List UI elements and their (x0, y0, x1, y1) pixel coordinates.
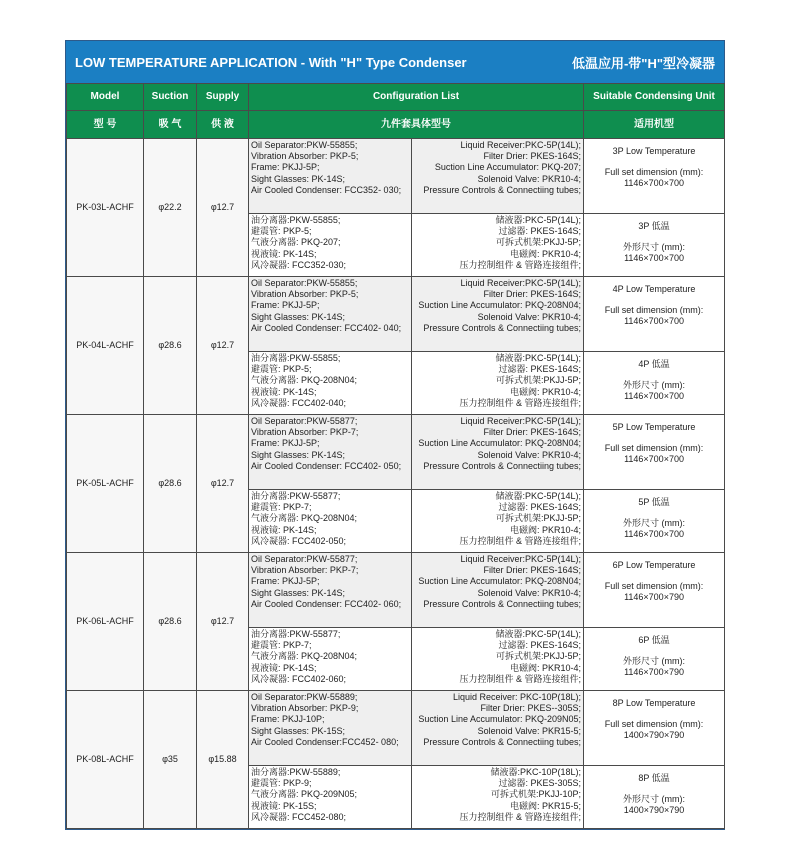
unit-english (584, 277, 725, 352)
model-cell: PK-05L-ACHF (67, 415, 144, 553)
config-english-left (249, 277, 412, 352)
config-line: Sight Glasses: PK-14S; (251, 449, 346, 460)
config-line: 视液镜: PK-14S; (251, 524, 317, 535)
unit-english (584, 691, 725, 766)
unit-title-cn: 4P 低温 (638, 359, 670, 369)
config-line: Air Cooled Condenser: FCC352- 030; (251, 184, 402, 195)
col-header-unit-cn: 适用机型 (584, 111, 725, 139)
unit-chinese (584, 628, 725, 691)
config-line: Vibration Absorber: PKP-7; (251, 565, 359, 576)
unit-title: 5P Low Temperature (612, 422, 696, 432)
config-line: Pressure Controls & Connectiing tubes; (423, 598, 582, 609)
unit-title: 4P Low Temperature (612, 284, 696, 294)
config-line: 避震管: PKP-5; (251, 364, 312, 375)
unit-chinese (584, 490, 725, 553)
config-line: Liquid Receiver:PKC-5P(14L); (460, 416, 582, 426)
unit-title-cn: 3P 低温 (638, 221, 670, 231)
title-bar (66, 41, 724, 83)
header-row-chinese (67, 111, 725, 139)
unit-dimension-value-cn: 1146×700×790 (624, 667, 684, 678)
config-line: 压力控制组件 & 管路连接组件; (459, 811, 582, 822)
config-line: Filter Drier: PKES-164S; (483, 565, 582, 576)
config-line: 视液镜: PK-14S; (251, 662, 317, 673)
unit-english (584, 415, 725, 490)
title-chinese: 低温应用-带"H"型冷凝器 (571, 55, 715, 71)
config-line: Solenoid Valve: PKR10-4; (477, 449, 582, 460)
config-line: 风冷凝器: FCC352-030; (251, 259, 347, 270)
config-line: 气液分离器: PKQ-208N04; (251, 375, 358, 386)
config-chinese-left (249, 766, 412, 829)
config-line: 避震管: PKP-7; (251, 502, 312, 513)
config-chinese-right (412, 490, 584, 553)
config-line: Sight Glasses: PK-14S; (251, 311, 346, 322)
config-line: 避震管: PKP-9; (251, 778, 312, 789)
config-english-left (249, 139, 412, 214)
config-line: Solenoid Valve: PKR10-4; (477, 173, 582, 184)
config-line: 避震管: PKP-5; (251, 226, 312, 237)
unit-dimension-value-cn: 1146×700×700 (624, 529, 684, 540)
supply-cell: φ12.7 (197, 415, 249, 553)
unit-chinese (584, 766, 725, 829)
config-line: 储液器:PKC-10P(18L); (490, 767, 582, 777)
config-line: 储液器:PKC-5P(14L); (495, 491, 582, 501)
config-english-left (249, 691, 412, 766)
config-line: 储液器:PKC-5P(14L); (495, 215, 582, 225)
config-chinese-left (249, 214, 412, 277)
config-line: Vibration Absorber: PKP-9; (251, 703, 359, 714)
config-line: 视液镜: PK-15S; (251, 800, 317, 811)
config-english-left (249, 415, 412, 490)
unit-dimension-label: Full set dimension (mm): (604, 443, 704, 454)
config-chinese-right (412, 214, 584, 277)
model-cell: PK-04L-ACHF (67, 277, 144, 415)
config-line: Solenoid Valve: PKR10-4; (477, 311, 582, 322)
config-english-right (412, 415, 584, 490)
config-line: 压力控制组件 & 管路连接组件; (459, 259, 582, 270)
unit-chinese (584, 214, 725, 277)
supply-cell: φ12.7 (197, 139, 249, 277)
config-line: 气液分离器: PKQ-208N04; (251, 651, 358, 662)
suction-cell: φ35 (144, 691, 197, 829)
unit-dimension-label-cn: 外形尺寸 (mm): (623, 794, 686, 805)
config-line: 过滤器: PKES-164S; (498, 226, 582, 237)
unit-title-cn: 8P 低温 (638, 773, 670, 783)
config-line: 视液镜: PK-14S; (251, 386, 317, 397)
table-row (67, 139, 725, 214)
config-line: Frame: PKJJ-10P; (251, 714, 325, 725)
config-line: Solenoid Valve: PKR10-4; (477, 587, 582, 598)
config-line: Air Cooled Condenser: FCC402- 040; (251, 322, 402, 333)
config-line: Filter Drier: PKES-164S; (483, 151, 582, 162)
config-line: 视液镜: PK-14S; (251, 248, 317, 259)
unit-dimension-label: Full set dimension (mm): (604, 581, 704, 592)
supply-cell: φ12.7 (197, 277, 249, 415)
config-chinese-right (412, 766, 584, 829)
config-chinese-left (249, 628, 412, 691)
config-line: 可拆式机架:PKJJ-10P; (490, 789, 582, 800)
config-line: Liquid Receiver: PKC-10P(18L); (452, 692, 582, 702)
config-line: Suction Line Accumulator: PKQ-207; (434, 162, 582, 173)
col-header-config: Configuration List (249, 84, 584, 111)
config-line: 过滤器: PKES-164S; (498, 502, 582, 513)
config-line: 风冷凝器: FCC402-060; (251, 673, 347, 684)
config-line: Air Cooled Condenser:FCC452- 080; (251, 736, 399, 747)
config-line: Frame: PKJJ-5P; (251, 576, 320, 587)
config-line: 油分离器:PKW-55855; (251, 353, 341, 363)
title-english: LOW TEMPERATURE APPLICATION - With "H" Type Condenser (75, 54, 467, 70)
config-line: 电磁阀: PKR10-4; (509, 248, 582, 259)
config-line: Suction Line Accumulator: PKQ-208N04; (418, 576, 582, 587)
supply-cell: φ12.7 (197, 553, 249, 691)
config-line: Sight Glasses: PK-14S; (251, 587, 346, 598)
config-line: 电磁阀: PKR15-5; (509, 800, 582, 811)
config-line: Vibration Absorber: PKP-5; (251, 289, 359, 300)
config-line: Suction Line Accumulator: PKQ-209N05; (418, 714, 582, 725)
unit-dimension-label-cn: 外形尺寸 (mm): (623, 380, 686, 391)
unit-title: 3P Low Temperature (612, 146, 696, 156)
config-line: 油分离器:PKW-55889; (251, 767, 341, 777)
config-line: 电磁阀: PKR10-4; (509, 524, 582, 535)
config-line: Sight Glasses: PK-14S; (251, 173, 346, 184)
config-line: Suction Line Accumulator: PKQ-208N04; (418, 438, 582, 449)
config-line: 风冷凝器: FCC402-050; (251, 535, 347, 546)
model-cell: PK-06L-ACHF (67, 553, 144, 691)
config-line: Oil Separator:PKW-55855; (251, 278, 358, 288)
config-line: 过滤器: PKES-305S; (498, 778, 582, 789)
config-chinese-left (249, 490, 412, 553)
table-row (67, 277, 725, 352)
supply-cell: φ15.88 (197, 691, 249, 829)
config-chinese-left (249, 352, 412, 415)
col-header-supply-cn: 供 液 (197, 111, 249, 139)
col-header-unit: Suitable Condensing Unit (584, 84, 725, 111)
col-header-model-cn: 型 号 (67, 111, 144, 139)
config-line: Liquid Receiver:PKC-5P(14L); (460, 278, 582, 288)
config-line: Sight Glasses: PK-15S; (251, 725, 346, 736)
unit-dimension-value: 1146×700×700 (624, 178, 684, 189)
config-line: 过滤器: PKES-164S; (498, 640, 582, 651)
config-line: Oil Separator:PKW-55877; (251, 416, 358, 426)
config-line: Pressure Controls & Connectiing tubes; (423, 736, 582, 747)
unit-dimension-value-cn: 1146×700×700 (624, 253, 684, 264)
config-line: Filter Drier: PKES-164S; (483, 289, 582, 300)
config-line: 电磁阀: PKR10-4; (509, 662, 582, 673)
col-header-config-cn: 九件套具体型号 (249, 111, 584, 139)
suction-cell: φ28.6 (144, 277, 197, 415)
table-row (67, 691, 725, 766)
config-line: 气液分离器: PKQ-208N04; (251, 513, 358, 524)
config-line: 油分离器:PKW-55877; (251, 629, 341, 639)
unit-dimension-label-cn: 外形尺寸 (mm): (623, 518, 686, 529)
unit-dimension-label: Full set dimension (mm): (604, 719, 704, 730)
col-header-suction-cn: 吸 气 (144, 111, 197, 139)
unit-dimension-value: 1146×700×700 (624, 316, 684, 327)
suction-cell: φ22.2 (144, 139, 197, 277)
unit-dimension-label-cn: 外形尺寸 (mm): (623, 656, 686, 667)
config-line: 压力控制组件 & 管路连接组件; (459, 673, 582, 684)
config-line: Filter Drier: PKES-164S; (483, 427, 582, 438)
config-line: Air Cooled Condenser: FCC402- 060; (251, 598, 402, 609)
unit-dimension-value-cn: 1400×790×790 (623, 805, 685, 816)
header-row-english (67, 84, 725, 111)
unit-title-cn: 5P 低温 (638, 497, 670, 507)
col-header-suction: Suction (144, 84, 197, 111)
config-english-right (412, 277, 584, 352)
config-line: 储液器:PKC-5P(14L); (495, 629, 582, 639)
config-line: 过滤器: PKES-164S; (498, 364, 582, 375)
config-line: Air Cooled Condenser: FCC402- 050; (251, 460, 402, 471)
config-line: 可拆式机架:PKJJ-5P; (496, 651, 582, 662)
config-line: 储液器:PKC-5P(14L); (495, 353, 582, 363)
config-line: 避震管: PKP-7; (251, 640, 312, 651)
config-line: Oil Separator:PKW-55889; (251, 692, 358, 702)
config-english-right (412, 553, 584, 628)
config-line: 可拆式机架:PKJJ-5P; (496, 513, 582, 524)
config-english-right (412, 691, 584, 766)
spec-table (66, 83, 725, 829)
unit-dimension-value: 1146×700×790 (624, 592, 684, 603)
unit-dimension-label: Full set dimension (mm): (604, 167, 704, 178)
config-line: Oil Separator:PKW-55877; (251, 554, 358, 564)
spec-sheet (65, 40, 725, 830)
config-line: 可拆式机架:PKJJ-5P; (496, 237, 582, 248)
config-english-right (412, 139, 584, 214)
config-chinese-right (412, 628, 584, 691)
config-line: Liquid Receiver:PKC-5P(14L); (460, 554, 582, 564)
model-cell: PK-03L-ACHF (67, 139, 144, 277)
unit-title: 6P Low Temperature (612, 560, 696, 570)
config-line: 风冷凝器: FCC402-040; (251, 397, 347, 408)
config-line: 气液分离器: PKQ-207; (251, 237, 341, 248)
config-line: Solenoid Valve: PKR15-5; (477, 725, 582, 736)
unit-english (584, 553, 725, 628)
config-line: Pressure Controls & Connectiing tubes; (423, 322, 582, 333)
config-line: Frame: PKJJ-5P; (251, 438, 320, 449)
unit-dimension-value-cn: 1146×700×700 (624, 391, 684, 402)
suction-cell: φ28.6 (144, 415, 197, 553)
table-body (67, 139, 725, 829)
unit-dimension-label-cn: 外形尺寸 (mm): (623, 242, 686, 253)
config-line: 油分离器:PKW-55855; (251, 215, 341, 225)
unit-english (584, 139, 725, 214)
col-header-supply: Supply (197, 84, 249, 111)
config-line: 油分离器:PKW-55877; (251, 491, 341, 501)
unit-dimension-label: Full set dimension (mm): (604, 305, 704, 316)
config-line: 压力控制组件 & 管路连接组件; (459, 397, 582, 408)
table-row (67, 553, 725, 628)
config-line: 可拆式机架:PKJJ-5P; (496, 375, 582, 386)
unit-dimension-value: 1146×700×700 (624, 454, 684, 465)
config-line: 电磁阀: PKR10-4; (509, 386, 582, 397)
suction-cell: φ28.6 (144, 553, 197, 691)
config-line: Filter Drier: PKES--305S; (480, 703, 582, 714)
unit-dimension-value: 1400×790×790 (623, 730, 685, 741)
model-cell: PK-08L-ACHF (67, 691, 144, 829)
table-row (67, 415, 725, 490)
unit-chinese (584, 352, 725, 415)
unit-title: 8P Low Temperature (612, 698, 696, 708)
config-line: Pressure Controls & Connectiing tubes; (423, 460, 582, 471)
config-line: 风冷凝器: FCC452-080; (251, 811, 347, 822)
config-line: Frame: PKJJ-5P; (251, 162, 320, 173)
config-line: 压力控制组件 & 管路连接组件; (459, 535, 582, 546)
col-header-model: Model (67, 84, 144, 111)
config-line: Suction Line Accumulator: PKQ-208N04; (418, 300, 582, 311)
config-line: Vibration Absorber: PKP-7; (251, 427, 359, 438)
config-line: 气液分离器: PKQ-209N05; (251, 789, 358, 800)
unit-title-cn: 6P 低温 (638, 635, 670, 645)
config-line: Vibration Absorber: PKP-5; (251, 151, 359, 162)
config-chinese-right (412, 352, 584, 415)
config-english-left (249, 553, 412, 628)
config-line: Frame: PKJJ-5P; (251, 300, 320, 311)
config-line: Liquid Receiver:PKC-5P(14L); (460, 140, 582, 150)
config-line: Pressure Controls & Connectiing tubes; (423, 184, 582, 195)
config-line: Oil Separator:PKW-55855; (251, 140, 358, 150)
